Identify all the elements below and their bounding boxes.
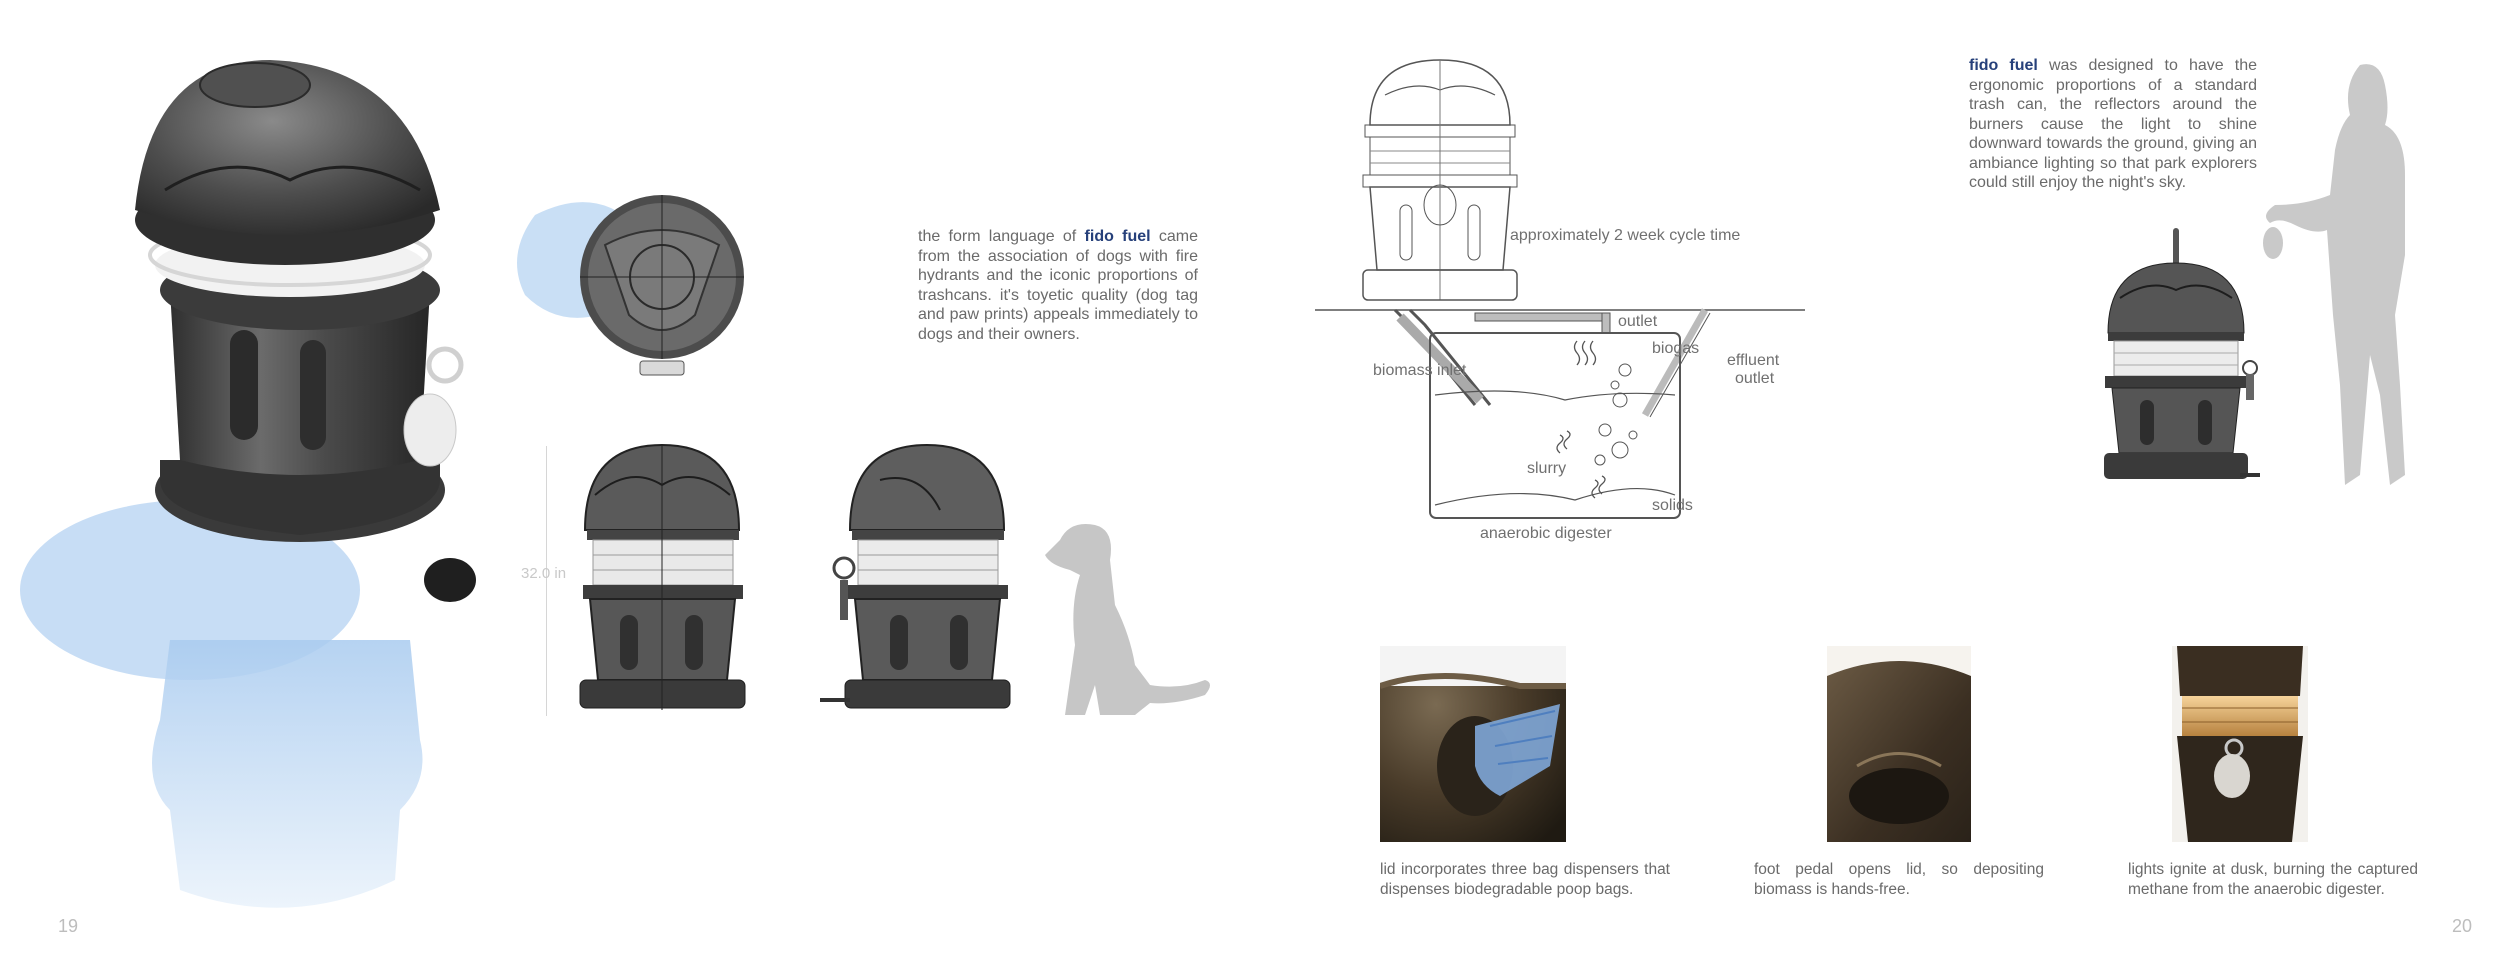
label-anaerobic-digester: anaerobic digester (1480, 525, 1612, 542)
caption-foot-pedal: foot pedal opens lid, so depositing biomass is hands-free. (1754, 861, 2044, 898)
label-solids: solids (1652, 497, 1693, 514)
caption-bag-dispenser: lid incorporates three bag dispensers that dispenses biodegradable poop bags. (1380, 861, 1670, 898)
side-elevation-drawing (820, 440, 1020, 720)
label-biogas: biogas (1652, 340, 1700, 357)
page-number-left: 19 (58, 916, 79, 936)
label-outlet: outlet (1618, 313, 1658, 330)
form-language-text: the form language of fido fuel came from the association of dogs with fire hydrants and the iconic proportions of trashcans. it's toyetic quality (dog tag and paw prints) appeals immediately to dogs and their owners. (918, 228, 1198, 343)
person-silhouette (2255, 55, 2435, 495)
label-effluent-outlet: outlet (1735, 370, 1775, 387)
photo-bag-dispenser (1380, 646, 1566, 842)
photo-foot-pedal (1827, 646, 1971, 842)
hero-product-render (0, 20, 520, 930)
page-number-right: 20 (2452, 916, 2473, 936)
dimension-label: 32.0 in (521, 565, 567, 582)
dog-silhouette (1040, 515, 1220, 720)
top-view-drawing (505, 195, 755, 405)
design-intro-text: fido fuel was designed to have the ergonomic proportions of a standard trash can, the reflectors around the burners cause the light to shine downward towards the ground, giving an ambiance lighting so that park explorers could still enjoy the night's sky. (1969, 57, 2257, 191)
label-slurry: slurry (1527, 460, 1567, 477)
label-biomass-inlet: biomass inlet (1373, 362, 1467, 379)
scale-product-render (2100, 228, 2260, 488)
brand-name: fido fuel (1084, 228, 1151, 245)
caption-lights: lights ignite at dusk, burning the captured methane from the anaerobic digester. (2128, 861, 2418, 898)
brand-name-2: fido fuel (1969, 57, 2038, 74)
label-cycle-time: approximately 2 week cycle time (1510, 227, 1741, 244)
biogas-digester-diagram (1315, 55, 1815, 555)
label-effluent: effluent (1727, 352, 1780, 369)
photo-lights (2172, 646, 2308, 842)
front-elevation-drawing (575, 440, 750, 720)
